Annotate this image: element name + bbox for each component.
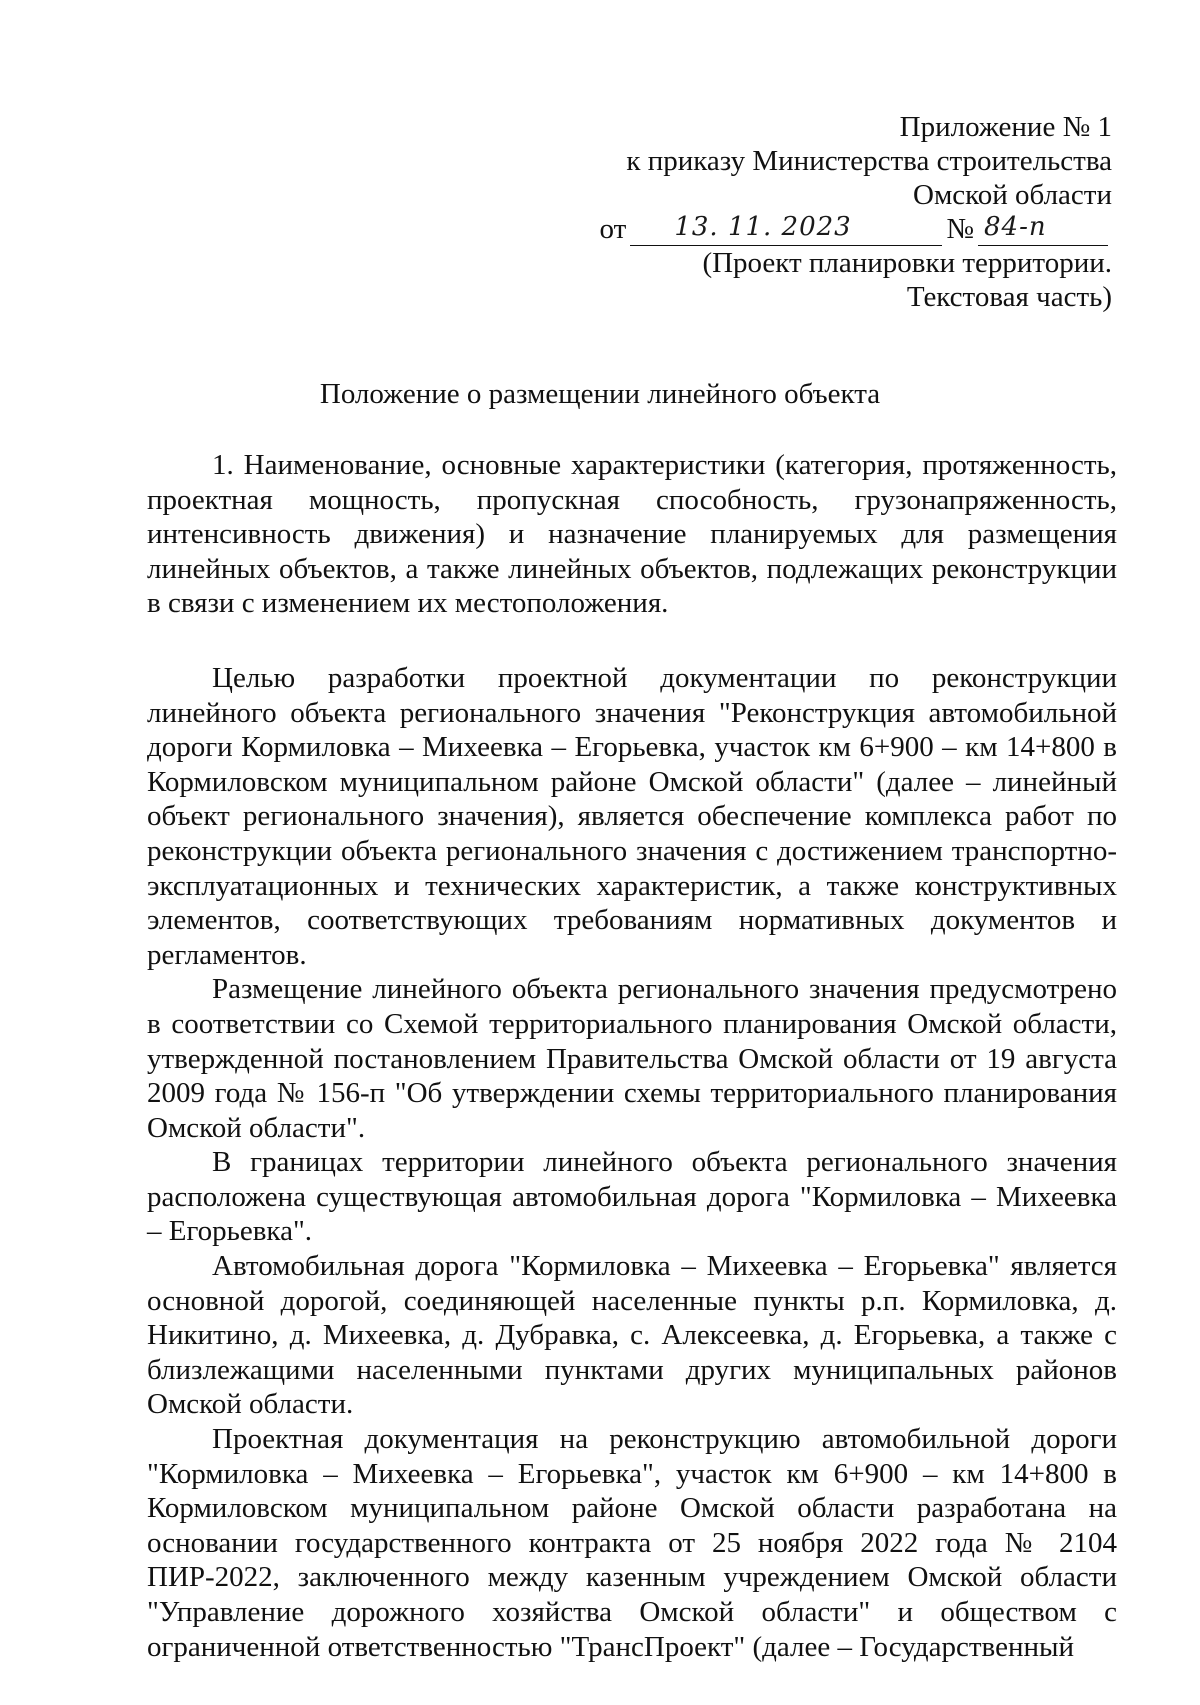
project-note-line1: (Проект планировки территории. <box>702 247 1112 279</box>
region-name: Омской области <box>913 179 1112 211</box>
document-title: Положение о размещении линейного объекта <box>319 378 881 410</box>
paragraph-section-1: 1. Наименование, основные характеристики (категория, протяженность, проектная мощность, пропускная способность, грузонапряженность, интенсивность движения) и назначение планируемых для размещения линейных объектов, а также линейных объектов, подлежащих реконструкции в связи с изменением их местоположения. <box>147 449 1117 620</box>
document-body <box>147 448 1117 1664</box>
appendix-number: Приложение № 1 <box>899 111 1112 143</box>
number-label: № <box>946 213 974 245</box>
paragraph-project-documentation: Проектная документация на реконструкцию автомобильной дороги "Кормиловка – Михеевка – Егорьевка", участок км 6+900 – км 14+800 в Кормиловском муниципальном районе Омской области разработана на основании государственного контракта от 25 ноября 2022 года № 2104 ПИР-2022, заключенного между казенным учреждением Омской области "Управление дорожного хозяйства Омской области" и обществом с ограниченной ответственностью "ТрансПроект" (далее – Государственный <box>147 1423 1117 1663</box>
appendix-header <box>552 110 1112 314</box>
paragraph-placement: Размещение линейного объекта регионального значения предусмотрено в соответствии со Схемой территориального планирования Омской области, утвержденной постановлением Правительства Омской области от 19 августа 2009 года № 156-п "Об утверждении схемы территориального планирования Омской области". <box>147 973 1117 1144</box>
order-reference: к приказу Министерства строительства <box>626 145 1112 177</box>
paragraph-road-description: Автомобильная дорога "Кормиловка – Михеевка – Егорьевка" является основной дорогой, соединяющей населенные пункты р.п. Кормиловка, д. Никитино, д. Михеевка, д. Дубравка, с. Алексеевка, д. Егорьевка, а также с близлежащими населенными пунктами других муниципальных районов Омской области. <box>147 1250 1117 1421</box>
number-field <box>978 212 1108 246</box>
project-note-line2: Текстовая часть) <box>906 281 1112 313</box>
paragraph-boundaries: В границах территории линейного объекта регионального значения расположена существующая автомобильная дорога "Кормиловка – Михеевка – Егорьевка". <box>147 1146 1117 1248</box>
from-label: от <box>599 213 627 245</box>
handwritten-date: 13. 11. 2023 <box>674 212 852 242</box>
order-date-line <box>552 212 1112 246</box>
date-field <box>630 212 942 246</box>
handwritten-number: 84-п <box>984 212 1047 242</box>
paragraph-purpose: Целью разработки проектной документации по реконструкции линейного объекта регионального значения "Реконструкция автомобильной дороги Кормиловка – Михеевка – Егорьевка, участок км 6+900 – км 14+800 в Кормиловском муниципальном районе Омской области" (далее – линейный объект регионального значения), является обеспечение комплекса работ по реконструкции объекта регионального значения с достижением транспортно-эксплуатационных и технических характеристик, а также конструктивных элементов, соответствующих требованиям нормативных документов и регламентов. <box>147 661 1117 971</box>
